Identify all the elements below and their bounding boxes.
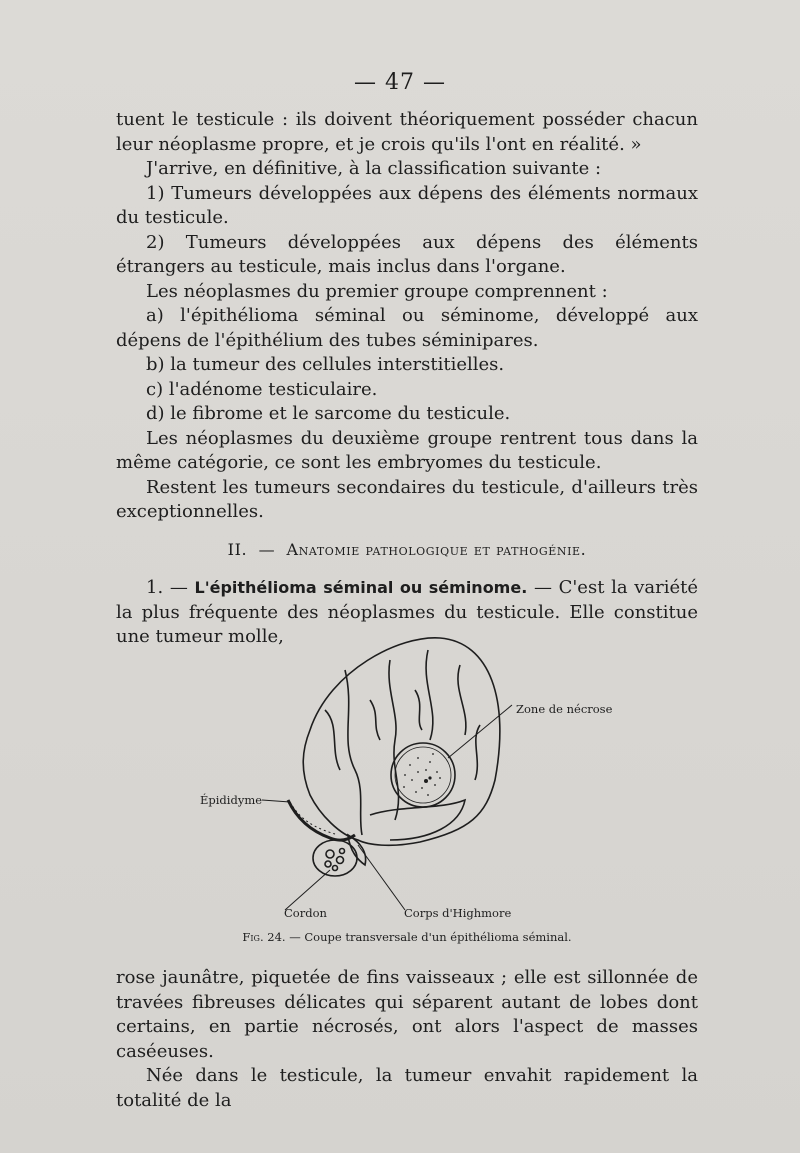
page-number: — 47 — [354,70,446,95]
body-text-bottom [116,966,698,1113]
section-number: II. [227,540,248,559]
paragraph: tuent le testicule : ils doivent théoriquement posséder chacun leur néoplasme propre, et je crois qu'ils l'ont en réalité. » [116,109,698,155]
label-epididyme: Épididyme [200,793,263,807]
seminoma-drawing [190,630,630,930]
paragraph: 1) Tumeurs développées aux dépens des éléments normaux du testicule. [116,182,698,228]
label-corps-highmore: Corps d'Highmore [404,906,512,920]
subsection-number: 1. [146,577,164,598]
subsection-title: L'épithélioma séminal ou séminome. [194,578,528,597]
paragraph: Les néoplasmes du premier groupe comprennent : [146,280,608,302]
paragraph: Née dans le testicule, la tumeur envahit rapidement la totalité de la [116,1065,698,1111]
caption-text: — Coupe transversale d'un épithélioma séminal. [289,930,572,944]
subsection-dash: — [169,577,188,598]
paragraph: b) la tumeur des cellules interstitielles. [146,354,505,375]
paragraph: rose jaunâtre, piquetée de fins vaisseaux ; elle est sillonnée de travées fibreuses délicates qui séparent autant de lobes dont certains, en partie nécrosés, ont alors l'aspect de masses caséeuses. [116,967,698,1062]
paragraph: d) le fibrome et le sarcome du testicule. [146,403,511,424]
necrosis-zone [391,743,455,807]
figure-24 [190,630,630,930]
paragraph: 2) Tumeurs développées aux dépens des éléments étrangers au testicule, mais inclus dans l'organe. [116,231,698,277]
figure-caption [116,930,698,944]
caption-prefix: Fig. 24. [242,930,286,944]
testis-outline [303,638,500,846]
section-dash: — [258,540,276,559]
section-title: Anatomie pathologique et pathogénie. [286,540,587,559]
paragraph: Les néoplasmes du deuxième groupe rentrent tous dans la même catégorie, ce sont les embryomes du testicule. [116,427,698,473]
label-zone-necrose: Zone de nécrose [516,702,613,716]
paragraph: c) l'adénome testiculaire. [146,378,378,400]
paragraph: a) l'épithélioma séminal ou séminome, développé aux dépens de l'épithélium des tubes séminipares. [116,305,698,351]
label-cordon: Cordon [284,906,327,920]
paragraph: J'arrive, en définitive, à la classification suivante : [146,158,602,179]
subsection-text: — C'est la variété la plus fréquente des néoplasmes du testicule. Elle constitue une tumeur molle, [116,577,698,647]
section-heading [116,540,698,559]
paragraph: Restent les tumeurs secondaires du testicule, d'ailleurs très exceptionnelles. [116,476,698,522]
body-text-top [116,108,698,525]
